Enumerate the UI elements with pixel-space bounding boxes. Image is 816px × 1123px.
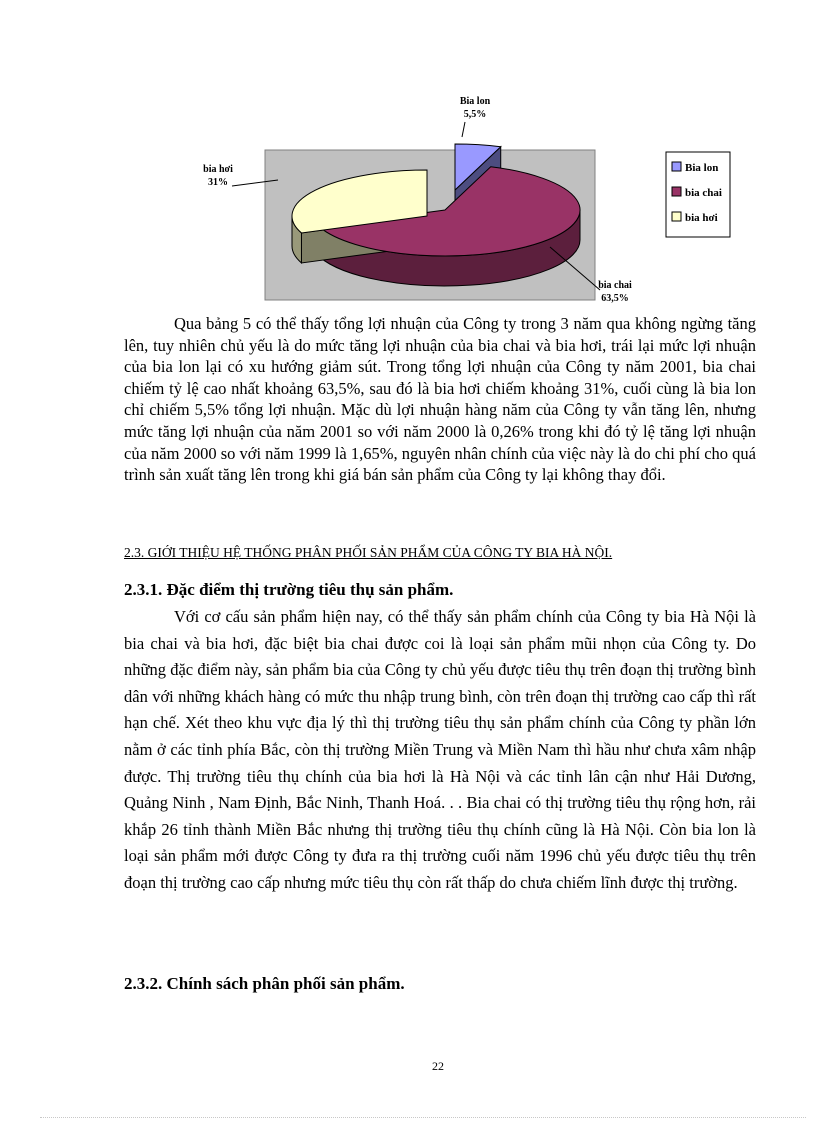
legend-label-bia-lon: Bia lon [685,162,719,174]
paragraph-profit-analysis: Qua bảng 5 có thể thấy tổng lợi nhuận của Công ty trong 3 năm qua không ngừng tăng lên, tuy nhiên chủ yếu là do mức tăng lợi nhuận của bia chai và bia hơi, trái lại mức lợi nhuận của bia lon lại có xu hướng giảm sút. Trong tổng lợi nhuận của Công ty năm 2001, bia chai chiếm tỷ lệ cao nhất khoảng 63,5%, sau đó là bia hơi chiếm khoảng 31%, cuối cùng là bia lon chỉ chiếm 5,5% tổng lợi nhuận. Mặc dù lợi nhuận hàng năm của Công ty vẫn tăng lên, nhưng mức tăng lợi nhuận của năm 2001 so với năm 2000 là 0,26% trong khi đó tỷ lệ tăng lợi nhuận của năm 2000 so với năm 1999 là 1,65%, nguyên nhân chính của việc này là do chi phí cho quá trình sản xuất tăng lên trong khi giá bán sản phẩm của Công ty lại không thay đổi. [124,314,756,485]
leader-line-bia-lon [462,122,465,137]
data-label-value-bia-chai: 63,5% [601,293,629,304]
data-label-name-bia-chai: bia chai [598,280,632,291]
pie-chart [190,92,750,307]
legend-label-bia-chai: bia chai [685,187,722,199]
bottom-divider [40,1117,806,1118]
data-label-name-bia-hoi: bia hơi [203,164,233,175]
legend-label-bia-hoi: bia hơi [685,212,718,224]
section-heading: 2.3. GIỚI THIỆU HỆ THỐNG PHÂN PHỐI SẢN PHẨM CỦA CÔNG TY BIA HÀ NỘI. [124,545,613,560]
legend-swatch-bia-hoi [672,212,681,221]
legend-swatch-bia-chai [672,187,681,196]
data-label-value-bia-hoi: 31% [208,177,228,188]
page-number: 22 [432,1059,444,1073]
data-label-value-bia-lon: 5,5% [463,109,487,120]
paragraph-market: Với cơ cấu sản phẩm hiện nay, có thể thấy sản phẩm chính của Công ty bia Hà Nội là bia chai và bia hơi, đặc biệt bia chai được coi là loại sản phẩm mũi nhọn của Công ty. Do những đặc điểm này, sản phẩm bia của Công ty chủ yếu được tiêu thụ trên đoạn thị trường bình dân với những khách hàng có mức thu nhập trung bình, còn trên đoạn thị trường cao cấp thì rất hạn chế. Xét theo khu vực địa lý thì thị trường tiêu thụ sản phẩm chính của Công ty phần lớn nằm ở các tỉnh phía Bắc, còn thị trường Miền Trung và Miền Nam thì hầu như chưa xâm nhập được. Thị trường tiêu thụ chính của bia hơi là Hà Nội và các tỉnh lân cận như Hải Dương, Quảng Ninh , Nam Định, Bắc Ninh, Thanh Hoá. . . Bia chai có thị trường tiêu thụ rộng hơn, rải khắp 26 tỉnh thành Miền Bắc nhưng thị trường tiêu thụ chính cũng là Hà Nội. Còn bia lon là loại sản phẩm mới được Công ty đưa ra thị trường cuối năm 1996 chủ yếu được tiêu thụ trên đoạn thị trường cao cấp nhưng mức tiêu thụ còn rất thấp do chưa chiếm lĩnh được thị trường. [124,607,756,892]
data-label-name-bia-lon: Bia lon [459,96,491,107]
subheading-market: 2.3.1. Đặc điểm thị trường tiêu thụ sản phẩm. [124,580,454,599]
subheading-distribution: 2.3.2. Chính sách phân phối sản phẩm. [124,974,405,993]
legend-swatch-bia-lon [672,162,681,171]
pie-chart-svg [190,92,750,307]
